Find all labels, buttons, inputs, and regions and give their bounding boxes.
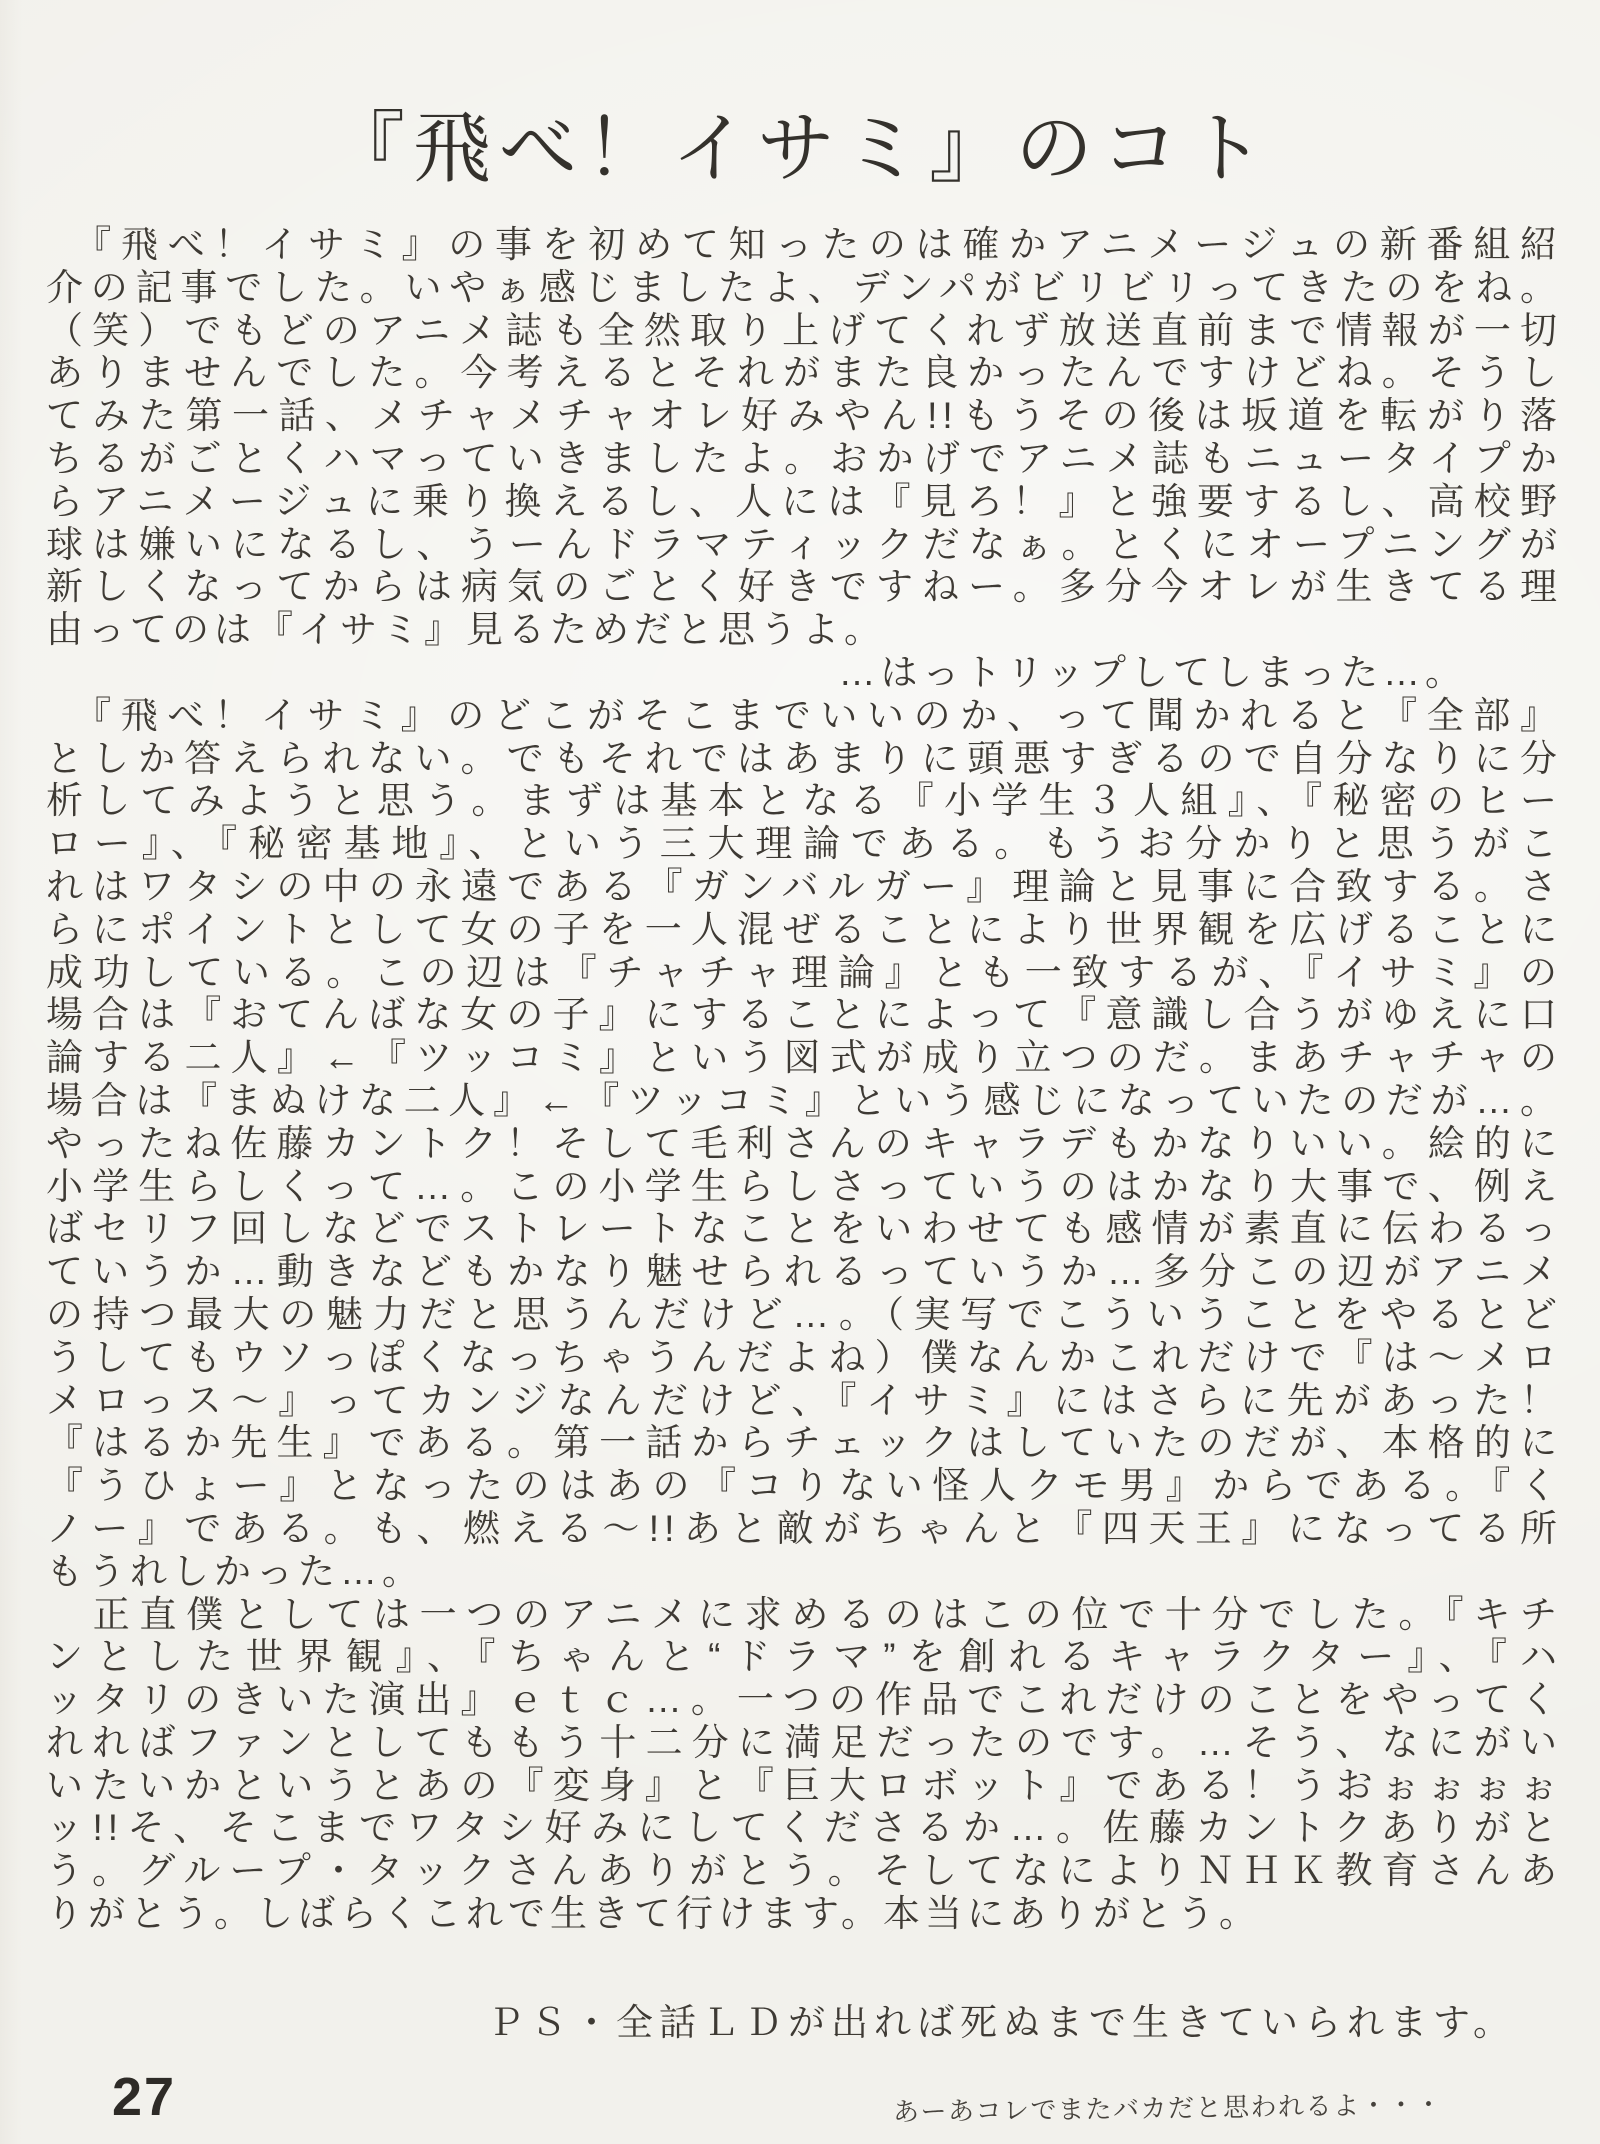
text-line: てみた第一話、メチャメチャオレ好みやん!!もうその後は坂道を転がり落 — [46, 395, 1562, 437]
text-line: う。グループ・タックさんありがとう。そしてなによりＮＨＫ教育さんあ — [46, 1850, 1562, 1892]
text-line: 『飛べ！イサミ』の事を初めて知ったのは確かアニメージュの新番組紹 — [46, 224, 1562, 265]
text-line: 析してみようと思う。まずは基本となる『小学生３人組』、『秘密のヒー — [46, 780, 1562, 822]
text-line: れればファンとしてももう十二分に満足だったのです。…そう、なにがい — [46, 1721, 1562, 1763]
text-line: 介の記事でした。いやぁ感じましたよ、デンパがビリビリってきたのをね。 — [46, 266, 1562, 308]
text-line: メロっス〜』ってカンジなんだけど、『イサミ』にはさらに先があった！ — [46, 1379, 1562, 1421]
text-line: 論する二人』←『ツッコミ』という図式が成り立つのだ。まあチャチャの — [46, 1037, 1562, 1079]
text-line: 球は嫌いになるし、うーんドラマティックだなぁ。とくにオープニングが — [46, 523, 1562, 565]
text-line: ッ!!そ、そこまでワタシ好みにしてくださるか…。佐藤カントクありがと — [46, 1807, 1562, 1849]
text-line: 成功している。この辺は『チャチャ理論』とも一致するが、『イサミ』の — [46, 951, 1562, 993]
text-line: ロー』、『秘密基地』、という三大理論である。もうお分かりと思うがこ — [46, 823, 1562, 865]
text-line: 場合は『おてんばな女の子』にすることによって『意識し合うがゆえに口 — [46, 994, 1562, 1036]
text-line: 『飛べ！イサミ』のどこがそこまでいいのか、って聞かれると『全部』 — [46, 694, 1562, 736]
text-line: ていうか…動きなどもかなり魅せられるっていうか…多分この辺がアニメ — [46, 1251, 1562, 1293]
text-line: ばセリフ回しなどでストレートなことをいわせても感情が素直に伝わるっ — [46, 1208, 1562, 1250]
text-line: 『はるか先生』である。第一話からチェックはしていたのだが、本格的に — [46, 1422, 1562, 1464]
text-line: らにポイントとして女の子を一人混ぜることにより世界観を広げることに — [46, 908, 1562, 950]
text-line: （笑）でもどのアニメ誌も全然取り上げてくれず放送直前まで情報が一切 — [46, 309, 1562, 351]
text-line: ンとした世界観』、『ちゃんと“ドラマ”を創れるキャラクター』、『ハ — [46, 1636, 1562, 1678]
text-line: ッタリのきいた演出』ｅｔｃ…。一つの作品でこれだけのことをやってく — [46, 1679, 1562, 1721]
text-line: ノー』である。も、燃える〜!!あと敵がちゃんと『四天王』になってる所 — [46, 1507, 1562, 1549]
postscript-note: ＰＳ・全話ＬＤが出れば死ぬまで生きていられます。 — [487, 2002, 1517, 2043]
page-title: 『飛べ！イサミ』のコト — [326, 104, 1273, 192]
text-line: としか答えられない。でもそれではあまりに頭悪すぎるので自分なりに分 — [46, 737, 1562, 779]
text-line: 正直僕としては一つのアニメに求めるのはこの位で十分でした。『キチ — [46, 1593, 1562, 1635]
text-line: 小学生らしくって…。この小学生らしさっていうのはかなり大事で、例え — [46, 1165, 1562, 1207]
text-line: 由ってのは『イサミ』見るためだと思うよ。 — [46, 609, 886, 651]
text-line: 場合は『まぬけな二人』←『ツッコミ』という感じになっていたのだが…。 — [46, 1079, 1562, 1121]
text-line: 『うひょー』となったのはあの『コりない怪人クモ男』からである。『く — [46, 1465, 1562, 1507]
text-line: 新しくなってからは病気のごとく好きですねー。多分今オレが生きてる理 — [46, 566, 1562, 608]
text-line: りがとう。しばらくこれで生きて行けます。本当にありがとう。 — [46, 1893, 1262, 1935]
text-line: ありませんでした。今考えるとそれがまた良かったんですけどね。そうし — [46, 352, 1562, 394]
text-line: …はっトリップしてしまった…。 — [838, 651, 1467, 693]
text-line: れはワタシの中の永遠である『ガンバルガー』理論と見事に合致する。さ — [46, 865, 1562, 907]
essay-body — [46, 224, 1562, 1936]
text-line: うしてもウソっぽくなっちゃうんだよね）僕なんかこれだけで『は〜メロ — [46, 1336, 1562, 1378]
text-line: やったね佐藤カントク！そして毛利さんのキャラデもかなりいい。絵的に — [46, 1122, 1562, 1164]
page-number: 27 — [112, 2067, 177, 2127]
text-line: の持つ最大の魅力だと思うんだけど…。（実写でこういうことをやるとど — [46, 1293, 1562, 1335]
handwritten-note: あーあコレでまたバカだと思われるよ・・・ — [892, 2089, 1444, 2127]
text-line: らアニメージュに乗り換えるし、人には『見ろ！』と強要するし、高校野 — [46, 480, 1562, 522]
text-line: ちるがごとくハマっていきましたよ。おかげでアニメ誌もニュータイプか — [46, 437, 1562, 479]
text-line: もうれしかった…。 — [46, 1550, 424, 1592]
text-line: いたいかというとあの『変身』と『巨大ロボット』である！うおぉぉぉぉ — [46, 1764, 1562, 1806]
